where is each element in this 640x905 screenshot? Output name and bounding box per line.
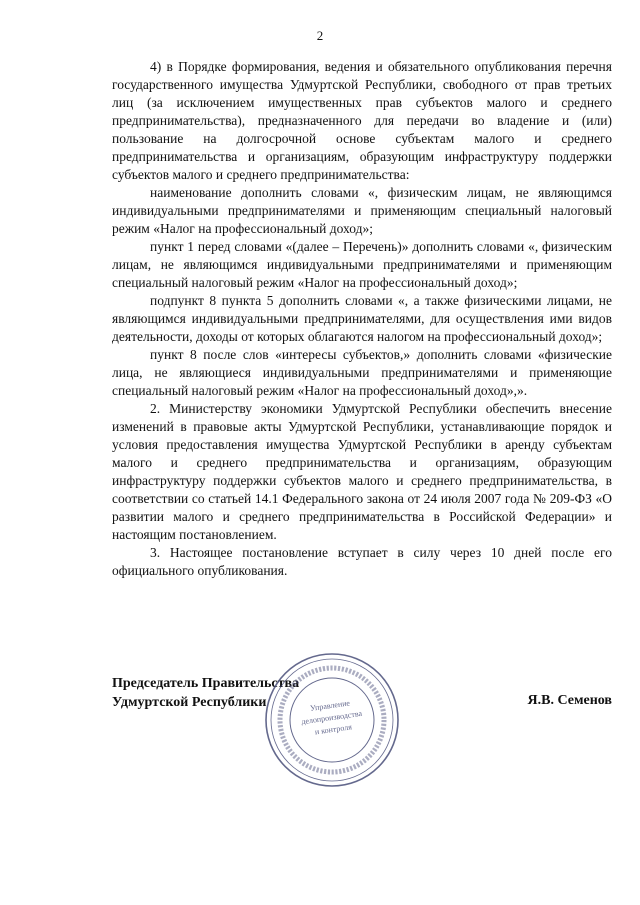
signatory-title-line1: Председатель Правительства bbox=[112, 676, 300, 691]
paragraph-2: 2. Министерству экономики Удмуртской Республики обеспечить внесение изменений в правовые акты Удмуртской Республики, устанавливающие порядок и условия предоставления имущества Удмуртской Республики в аренду субъектам малого и среднего предпринимательства и организациям, образующим инфраструктуру поддержки субъектов малого и среднего предпринимательства, в соответствии со статьей 14.1 Федерального закона от 24 июля 2007 года № 209-ФЗ «О развитии малого и среднего предпринимательства в Российской Федерации» и настоящим постановлением. bbox=[112, 401, 612, 542]
document-body bbox=[112, 58, 612, 580]
stamp-center-line3: и контроля bbox=[314, 722, 353, 737]
signature-block bbox=[112, 662, 612, 782]
paragraph-item-4: 4) в Порядке формирования, ведения и обязательного опубликования перечня государственного имущества Удмуртской Республики, свободного от прав третьих лиц (за исключением имущественных прав субъектов малого и среднего предпринимательства), предназначенного для передачи во владение и (или) пользование на долгосрочной основе субъектам малого и среднего предпринимательства и организациям, образующим инфраструктуру поддержки субъектов малого и среднего предпринимательства: bbox=[112, 59, 612, 182]
paragraph-3: 3. Настоящее постановление вступает в силу через 10 дней после его официального опубликования. bbox=[112, 545, 612, 578]
paragraph-punkt-8: пункт 8 после слов «интересы субъектов,» дополнить словами «физические лица, не являющиеся индивидуальными предпринимателями и применяющие специальный налоговый режим «Налог на профессиональный доход»,». bbox=[112, 347, 612, 398]
stamp-center-line2: делопроизводства bbox=[300, 708, 363, 727]
stamp-center-line1: Управление bbox=[309, 698, 351, 713]
page-number: 2 bbox=[316, 28, 324, 43]
signatory-title-line2: Удмуртской Республики bbox=[112, 695, 267, 710]
signatory-name: Я.В. Семенов bbox=[527, 693, 612, 708]
official-stamp-icon bbox=[262, 650, 402, 790]
paragraph-naimenovanie: наименование дополнить словами «, физическим лицам, не являющимся индивидуальными предпринимателями и применяющим специальный налоговый режим «Налог на профессиональный доход»; bbox=[112, 185, 612, 236]
paragraph-podpunkt-8: подпункт 8 пункта 5 дополнить словами «, а также физическими лицами, не являющимся индивидуальными предпринимателями, для осуществления ими видов деятельности, доходы от которых облагаются налогом на профессиональный доход»; bbox=[112, 293, 612, 344]
paragraph-punkt-1: пункт 1 перед словами «(далее – Перечень)» дополнить словами «, физическим лицам, не являющимся индивидуальными предпринимателями и применяющим специальный налоговый режим «Налог на профессиональный доход»; bbox=[112, 239, 612, 290]
